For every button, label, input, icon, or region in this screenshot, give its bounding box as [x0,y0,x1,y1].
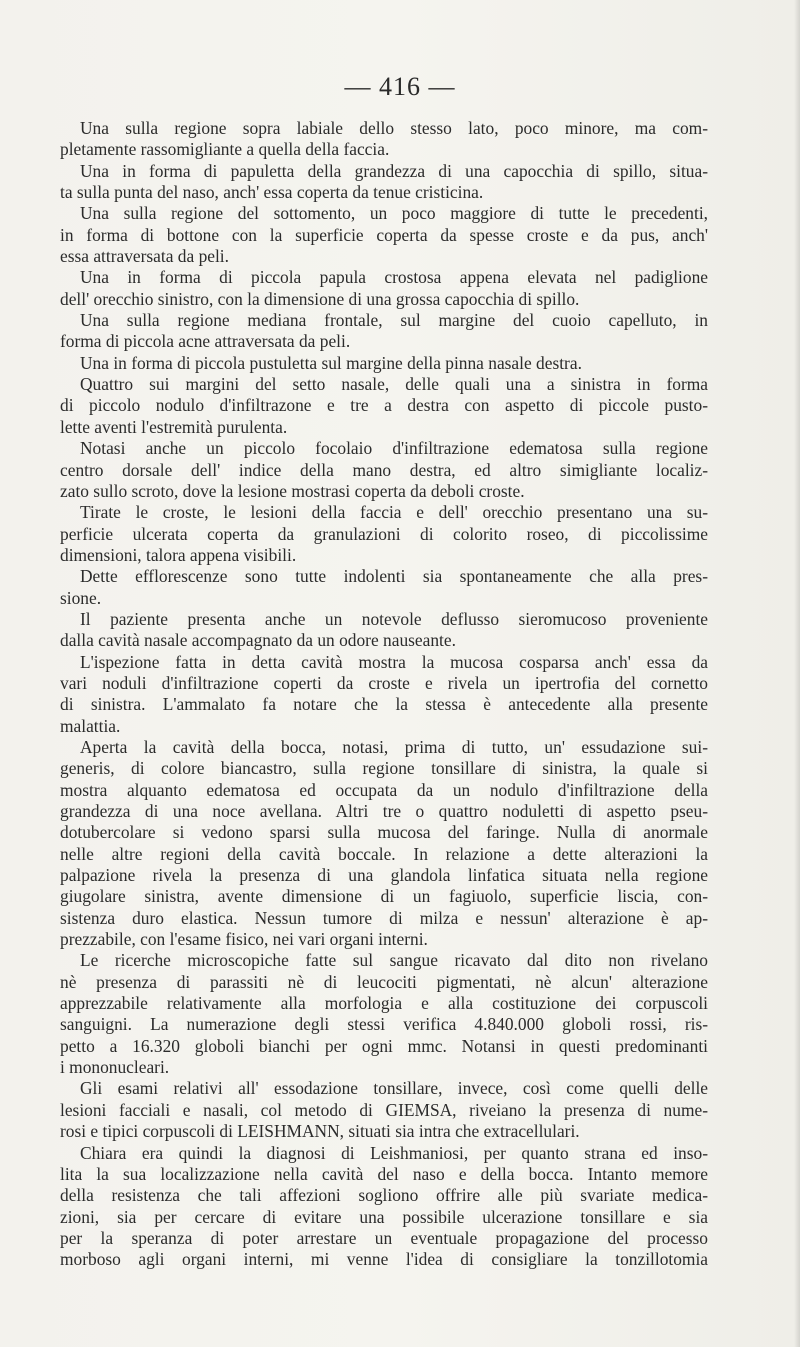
text-line: Quattro sui margini del setto nasale, delle quali una a sinistra in forma [80,374,708,395]
text-line: ta sulla punta del naso, anch' essa coperta da tenue cristicina. [60,182,484,203]
text-line: dell' orecchio sinistro, con la dimensione di una grossa capocchia di spillo. [60,288,580,309]
text-line: sione. [60,587,102,608]
text-line: Tirate le croste, le lesioni della faccia e dell' orecchio presentano una su- [80,502,708,523]
text-line: petto a 16.320 globoli bianchi per ogni mmc. Notansi in questi predominanti [60,1035,708,1056]
text-line: nè presenza di parassiti nè di leucociti pigmentati, nè alcun' alterazione [60,971,708,992]
text-line: L'ispezione fatta in detta cavità mostra la mucosa cosparsa anch' essa da [80,651,708,672]
text-line: pletamente rassomigliante a quella della faccia. [60,139,390,160]
text-line: palpazione rivela la presenza di una glandola linfatica situata nella regione [60,865,708,886]
text-line: Una in forma di piccola pustuletta sul margine della pinna nasale destra. [80,352,582,373]
text-line: dimensioni, talora appena visibili. [60,544,297,565]
text-line: Dette efflorescenze sono tutte indolenti sia spontaneamente che alla pres- [80,566,708,587]
text-line: forma di piccola acne attraversata da peli. [60,331,351,352]
text-line: della resistenza che tali affezioni sogliono offrire alle più svariate medica- [60,1185,708,1206]
text-line: centro dorsale dell' indice della mano destra, ed altro simigliante localiz- [60,459,708,480]
text-line: Una in forma di piccola papula crostosa appena elevata nel padiglione [80,267,708,288]
text-line: per la speranza di poter arrestare un eventuale propagazione del processo [60,1227,708,1248]
text-line: di sinistra. L'ammalato fa notare che la stessa è antecedente alla presente [60,694,708,715]
text-line: i mononucleari. [60,1057,170,1078]
text-line: sistenza duro elastica. Nessun tumore di milza e nessun' alterazione è ap- [60,907,708,928]
text-line: dalla cavità nasale accompagnato da un odore nauseante. [60,630,456,651]
text-line: Aperta la cavità della bocca, notasi, prima di tutto, un' essudazione sui- [80,736,708,757]
page-edge-shadow [794,0,800,1347]
text-line: Le ricerche microscopiche fatte sul sangue ricavato dal dito non rivelano [80,950,708,971]
text-line: Una sulla regione mediana frontale, sul margine del cuoio capelluto, in [80,310,708,331]
text-line: Gli esami relativi all' essodazione tonsillare, invece, così come quelli delle [80,1078,708,1099]
text-line: dotubercolare si vedono sparsi sulla mucosa del faringe. Nulla di anormale [60,822,708,843]
text-line: lesioni facciali e nasali, col metodo di GIEMSA, riveiano la presenza di nume- [60,1099,708,1120]
text-line: di piccolo nodulo d'infiltrazone e tre a destra con aspetto di piccole pusto- [60,395,708,416]
text-line: generis, di colore biancastro, sulla regione tonsillare di sinistra, la quale si [60,758,708,779]
text-line: in forma di bottone con la superficie coperta da spesse croste e da pus, anch' [60,224,708,245]
text-line: grandezza di una noce avellana. Altri tre o quattro noduletti di aspetto pseu- [60,801,708,821]
text-line: zato sullo scroto, dove la lesione mostrasi coperta da deboli croste. [60,480,525,501]
text-line: rosi e tipici corpuscoli di LEISHMANN, situati sia intra che extracellulari. [60,1121,580,1142]
text-line: nelle altre regioni della cavità boccale. In relazione a dette alterazioni la [60,843,708,864]
text-line: prezzabile, con l'esame fisico, nei vari organi interni. [60,929,428,950]
text-line: Una sulla regione del sottomento, un poco maggiore di tutte le precedenti, [80,203,708,224]
text-line: apprezzabile relativamente alla morfologia e alla costituzione dei corpuscoli [60,993,708,1014]
text-line: malattia. [60,715,121,736]
text-line: sanguigni. La numerazione degli stessi verifica 4.840.000 globoli rossi, ris- [60,1014,708,1035]
body-text [60,118,708,1271]
page-number: — 416 — [344,72,456,101]
text-line: morboso agli organi interni, mi venne l'idea di consigliare la tonzillotomia [60,1249,708,1270]
text-line: lita la sua localizzazione nella cavità del naso e della bocca. Intanto memore [60,1163,708,1184]
text-line: perficie ulcerata coperta da granulazioni di colorito roseo, di piccolissime [60,523,708,544]
text-line: Chiara era quindi la diagnosi di Leishmaniosi, per quanto strana ed inso- [80,1142,708,1163]
text-line: zioni, sia per cercare di evitare una possibile ulcerazione tonsillare e sia [60,1206,708,1227]
text-line: mostra alquanto edematosa ed occupata da un nodulo d'infiltrazione della [60,779,708,800]
text-line: essa attraversata da peli. [60,246,229,267]
text-line: Notasi anche un piccolo focolaio d'infiltrazione edematosa sulla regione [80,438,708,459]
text-line: Il paziente presenta anche un notevole deflusso sieromucoso proveniente [80,608,708,629]
text-line: lette aventi l'estremità purulenta. [60,416,288,437]
text-line: Una in forma di papuletta della grandezza di una capocchia di spillo, situa- [80,160,708,181]
text-line: Una sulla regione sopra labiale dello stesso lato, poco minore, ma com- [80,118,708,138]
text-line: vari noduli d'infiltrazione coperti da croste e rivela un ipertrofia del cornetto [60,672,708,693]
text-line: giugolare sinistra, avente dimensione di un fagiuolo, superficie liscia, con- [60,886,708,907]
